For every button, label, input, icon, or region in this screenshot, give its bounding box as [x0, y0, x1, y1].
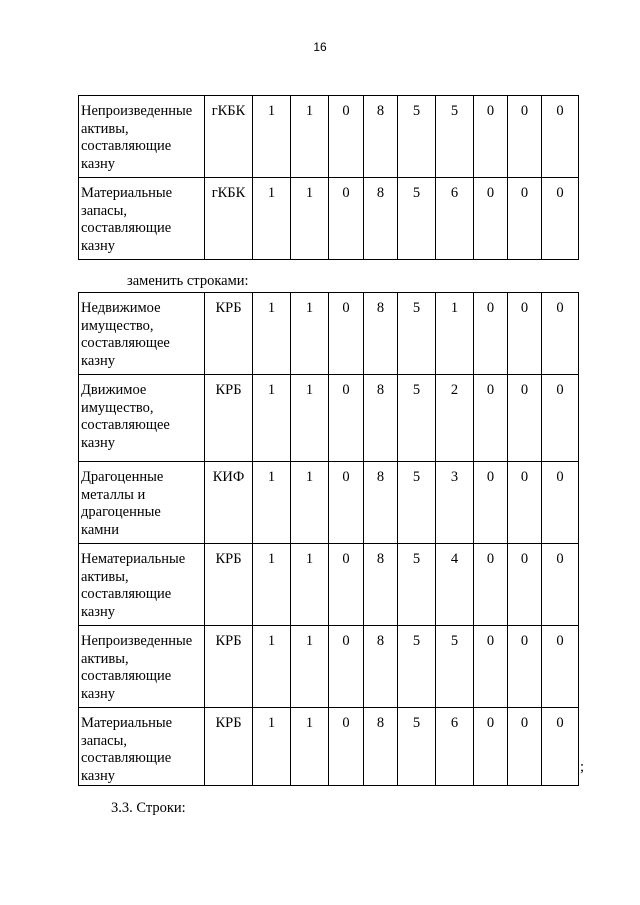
- digit-cell: 4: [436, 544, 474, 626]
- code-cell: КРБ: [205, 708, 253, 786]
- digit-cell: 1: [253, 375, 291, 462]
- digit-cell: 0: [474, 708, 508, 786]
- digit-cell: 1: [291, 708, 329, 786]
- code-cell: КРБ: [205, 293, 253, 375]
- digit-cell: 0: [508, 178, 542, 260]
- table-row: [79, 462, 579, 544]
- digit-cell: 0: [329, 544, 364, 626]
- digit-cell: 0: [542, 708, 579, 786]
- table-row: [79, 293, 579, 375]
- digit-cell: 0: [474, 178, 508, 260]
- section-heading: 3.3. Строки:: [111, 800, 186, 816]
- digit-cell: 0: [508, 462, 542, 544]
- digit-cell: 0: [542, 178, 579, 260]
- table-row: [79, 375, 579, 462]
- page-number: 16: [313, 40, 327, 54]
- digit-cell: 0: [474, 96, 508, 178]
- table-row: [79, 708, 579, 786]
- digit-cell: 0: [508, 96, 542, 178]
- account-name-cell: Непроизведенные активы, составляющие казну: [79, 626, 205, 708]
- digit-cell: 0: [329, 293, 364, 375]
- replace-text: заменить строками:: [127, 273, 249, 289]
- digit-cell: 8: [364, 462, 398, 544]
- digit-cell: 0: [542, 544, 579, 626]
- account-name-cell: Нематериальные активы, составляющие казну: [79, 544, 205, 626]
- code-cell: КРБ: [205, 626, 253, 708]
- digit-cell: 1: [253, 708, 291, 786]
- digit-cell: 5: [398, 626, 436, 708]
- digit-cell: 1: [253, 96, 291, 178]
- code-cell: КРБ: [205, 375, 253, 462]
- digit-cell: 0: [474, 462, 508, 544]
- digit-cell: 0: [542, 96, 579, 178]
- digit-cell: 5: [398, 462, 436, 544]
- account-name-cell: Движимое имущество, составляющее казну: [79, 375, 205, 462]
- digit-cell: 0: [542, 293, 579, 375]
- digit-cell: 1: [253, 544, 291, 626]
- digit-cell: 0: [329, 178, 364, 260]
- digit-cell: 0: [329, 375, 364, 462]
- digit-cell: 6: [436, 178, 474, 260]
- digit-cell: 3: [436, 462, 474, 544]
- digit-cell: 8: [364, 293, 398, 375]
- digit-cell: 1: [291, 178, 329, 260]
- digit-cell: 1: [253, 626, 291, 708]
- digit-cell: 0: [474, 375, 508, 462]
- digit-cell: 1: [291, 462, 329, 544]
- digit-cell: 5: [398, 375, 436, 462]
- account-name-cell: Недвижимое имущество, составляющее казну: [79, 293, 205, 375]
- digit-cell: 2: [436, 375, 474, 462]
- digit-cell: 8: [364, 708, 398, 786]
- account-name-cell: Драгоценные металлы и драгоценные камни: [79, 462, 205, 544]
- digit-cell: 0: [474, 626, 508, 708]
- digit-cell: 0: [508, 708, 542, 786]
- digit-cell: 5: [398, 178, 436, 260]
- digit-cell: 8: [364, 375, 398, 462]
- digit-cell: 5: [436, 96, 474, 178]
- digit-cell: 5: [398, 708, 436, 786]
- digit-cell: 1: [291, 626, 329, 708]
- digit-cell: 5: [398, 293, 436, 375]
- digit-cell: 1: [436, 293, 474, 375]
- digit-cell: 0: [542, 375, 579, 462]
- digit-cell: 1: [253, 178, 291, 260]
- account-name-cell: Непроизведенные активы, составляющие казну: [79, 96, 205, 178]
- account-name-cell: Материальные запасы, составляющие казну: [79, 178, 205, 260]
- digit-cell: 0: [329, 462, 364, 544]
- digit-cell: 0: [329, 708, 364, 786]
- table-row: [79, 96, 579, 178]
- table-row: [79, 544, 579, 626]
- digit-cell: 8: [364, 626, 398, 708]
- digit-cell: 6: [436, 708, 474, 786]
- digit-cell: 8: [364, 96, 398, 178]
- code-cell: КИФ: [205, 462, 253, 544]
- digit-cell: 1: [253, 293, 291, 375]
- table-old: [78, 95, 579, 260]
- code-cell: КРБ: [205, 544, 253, 626]
- digit-cell: 8: [364, 178, 398, 260]
- digit-cell: 5: [398, 96, 436, 178]
- table-row: [79, 626, 579, 708]
- digit-cell: 0: [474, 293, 508, 375]
- digit-cell: 5: [398, 544, 436, 626]
- account-name-cell: Материальные запасы, составляющие казну: [79, 708, 205, 786]
- digit-cell: 0: [508, 375, 542, 462]
- digit-cell: 0: [329, 96, 364, 178]
- code-cell: гКБК: [205, 178, 253, 260]
- closing-semicolon: ;: [580, 759, 585, 775]
- digit-cell: 1: [291, 293, 329, 375]
- digit-cell: 8: [364, 544, 398, 626]
- digit-cell: 0: [329, 626, 364, 708]
- digit-cell: 0: [508, 293, 542, 375]
- digit-cell: 0: [508, 626, 542, 708]
- digit-cell: 0: [542, 462, 579, 544]
- digit-cell: 1: [291, 544, 329, 626]
- code-cell: гКБК: [205, 96, 253, 178]
- digit-cell: 0: [542, 626, 579, 708]
- digit-cell: 1: [253, 462, 291, 544]
- table-new: [78, 292, 579, 786]
- digit-cell: 1: [291, 375, 329, 462]
- table-row: [79, 178, 579, 260]
- digit-cell: 0: [508, 544, 542, 626]
- digit-cell: 5: [436, 626, 474, 708]
- digit-cell: 0: [474, 544, 508, 626]
- digit-cell: 1: [291, 96, 329, 178]
